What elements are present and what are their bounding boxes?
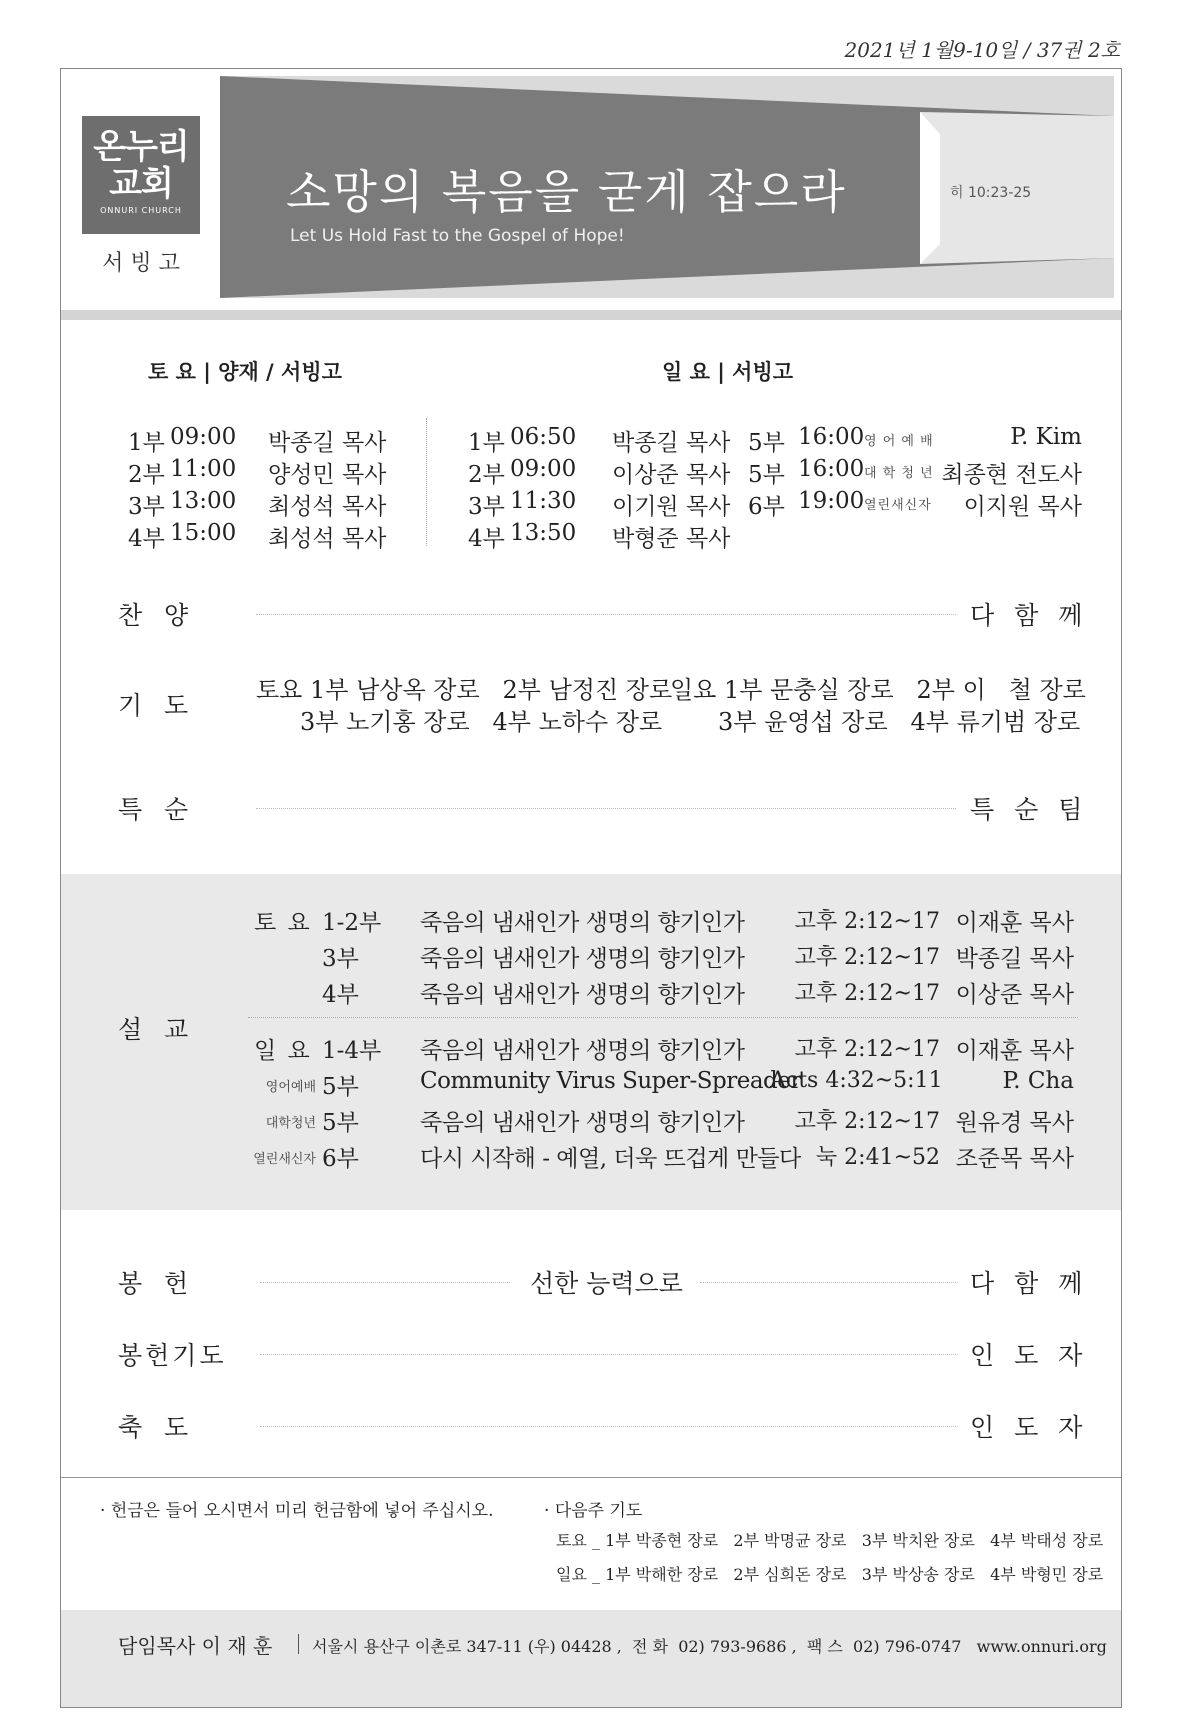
saturday-pastor: 최성석 목사 xyxy=(268,494,387,520)
offering-note xyxy=(100,1496,494,1521)
special-leader: 특 순 팀 xyxy=(970,795,1089,824)
benediction-label: 축 도 xyxy=(118,1413,191,1442)
sunday-service-note: 대 학 청 년 xyxy=(864,466,934,481)
sermon-scripture: 고후 2:12~17 xyxy=(794,1109,940,1134)
sermon-part: 5부 xyxy=(322,1110,359,1136)
saturday-heading: 토 요 | 양재 / 서빙고 xyxy=(148,360,342,384)
logo-english: ONNURI CHURCH xyxy=(100,206,182,215)
offering-song: 선한 능력으로 xyxy=(530,1269,683,1298)
sunday-time: 16:00 xyxy=(798,456,865,482)
benediction-dots xyxy=(260,1426,956,1427)
sunday-part: 5부 xyxy=(748,462,785,488)
bullet-icon: · xyxy=(100,1501,106,1521)
sunday-pastor: 이상준 목사 xyxy=(612,462,731,488)
next-prayer-title xyxy=(544,1496,642,1521)
offering-leader: 다 함 께 xyxy=(970,1269,1089,1298)
sermon-title: 죽음의 냄새인가 생명의 향기인가 xyxy=(420,982,745,1008)
sermon-preacher: 조준목 목사 xyxy=(955,1146,1074,1172)
schedule-divider xyxy=(426,418,427,546)
sermon-service-note: 영어예배 xyxy=(265,1080,316,1095)
sermon-preacher: 원유경 목사 xyxy=(955,1110,1074,1136)
prayer-sun-line1: 일요 1부 문충실 장로 2부 이 철 장로 xyxy=(670,676,1086,704)
offering-dots-left xyxy=(260,1282,510,1283)
offering-prayer-dots xyxy=(260,1354,956,1355)
sermon-preacher: 이재훈 목사 xyxy=(955,1038,1074,1064)
next-prayer-sunday: 일요 _ 1부 박해한 장로 2부 심희돈 장로 3부 박상송 장로 4부 박형민 장로 xyxy=(556,1565,1104,1584)
prayer-sun-line2: 3부 윤영섭 장로 4부 류기범 장로 xyxy=(718,708,1081,736)
logo-name-line2: 교회 xyxy=(109,164,173,204)
header-divider xyxy=(61,310,1121,320)
sermon-scripture: 고후 2:12~17 xyxy=(794,909,940,934)
sermon-scripture: 고후 2:12~17 xyxy=(794,981,940,1006)
saturday-time: 11:00 xyxy=(170,456,237,482)
sermon-title: Community Virus Super-Spreader xyxy=(420,1068,801,1094)
sermon-scripture: 눅 2:41~52 xyxy=(815,1145,940,1170)
sermon-title: 죽음의 냄새인가 생명의 향기인가 xyxy=(420,910,745,936)
saturday-part: 2부 xyxy=(128,462,165,488)
banner xyxy=(220,76,1114,298)
next-prayer-saturday: 토요 _ 1부 박종현 장로 2부 박명균 장로 3부 박치완 장로 4부 박태성 장로 xyxy=(556,1531,1104,1550)
offering-dots-right xyxy=(700,1282,956,1283)
offering-prayer-label: 봉헌기도 xyxy=(118,1341,227,1370)
church-logo xyxy=(82,116,200,234)
sermon-service-note: 열린새신자 xyxy=(253,1152,316,1167)
issue-info: 2021년 1월9-10일 / 37권 2호 xyxy=(844,38,1120,62)
banner-subtitle: Let Us Hold Fast to the Gospel of Hope! xyxy=(290,226,625,246)
sermon-title: 죽음의 냄새인가 생명의 향기인가 xyxy=(420,1038,745,1064)
praise-leader: 다 함 께 xyxy=(970,601,1089,630)
sermon-part: 1-4부 xyxy=(322,1038,382,1064)
bullet-icon: · xyxy=(544,1501,550,1521)
prayer-label: 기 도 xyxy=(118,691,191,720)
sunday-pastor: 박형준 목사 xyxy=(612,526,731,552)
banner-verse: 히 10:23-25 xyxy=(950,185,1032,201)
sermon-part: 4부 xyxy=(322,982,359,1008)
sunday-time: 11:30 xyxy=(510,488,577,514)
logo-name-line1: 온누리 xyxy=(93,127,189,167)
sunday-time: 13:50 xyxy=(510,520,577,546)
next-prayer-title-text: 다음주 기도 xyxy=(554,1501,643,1521)
sunday-part: 3부 xyxy=(468,494,505,520)
sermon-part: 5부 xyxy=(322,1074,359,1100)
sermon-title: 다시 시작해 - 예열, 더욱 뜨겁게 만들다 xyxy=(420,1146,801,1172)
sermon-title: 죽음의 냄새인가 생명의 향기인가 xyxy=(420,946,745,972)
banner-title: 소망의 복음을 굳게 잡으라 xyxy=(286,165,847,219)
offering-label: 봉 헌 xyxy=(118,1269,191,1298)
sunday-part: 4부 xyxy=(468,526,505,552)
prayer-sat-line1: 토요 1부 남상옥 장로 2부 남정진 장로 xyxy=(256,676,673,704)
sunday-part: 2부 xyxy=(468,462,505,488)
sermon-preacher: 이재훈 목사 xyxy=(955,910,1074,936)
sunday-part: 5부 xyxy=(748,430,785,456)
sunday-time: 16:00 xyxy=(798,424,865,450)
sunday-pastor: 이지원 목사 xyxy=(963,494,1082,520)
sunday-heading: 일 요 | 서빙고 xyxy=(662,360,794,384)
sunday-part: 6부 xyxy=(748,494,785,520)
sermon-service-note: 대학청년 xyxy=(265,1116,316,1131)
special-dots xyxy=(256,808,956,809)
saturday-time: 15:00 xyxy=(170,520,237,546)
footer-address: 서울시 용산구 이촌로 347-11 (우) 04428 , 전 화 02) 793-9686 , 팩 스 02) 796-0747 www.onnuri.org xyxy=(312,1637,1107,1656)
sunday-pastor: P. Kim xyxy=(1010,424,1082,450)
sunday-part: 1부 xyxy=(468,430,505,456)
sermon-scripture: 고후 2:12~17 xyxy=(794,945,940,970)
saturday-pastor: 최성석 목사 xyxy=(268,526,387,552)
offering-note-text: 헌금은 들어 오시면서 미리 헌금함에 넣어 주십시오. xyxy=(110,1501,494,1521)
saturday-pastor: 박종길 목사 xyxy=(268,430,387,456)
sunday-time: 09:00 xyxy=(510,456,577,482)
sermon-preacher: P. Cha xyxy=(1002,1068,1074,1094)
footer-pastor: 담임목사 이 재 훈 xyxy=(118,1634,273,1658)
prayer-sat-line2: 3부 노기홍 장로 4부 노하수 장로 xyxy=(300,708,663,736)
praise-dots xyxy=(256,614,956,615)
special-label: 특 순 xyxy=(118,795,191,824)
praise-label: 찬 양 xyxy=(118,601,191,630)
saturday-part: 4부 xyxy=(128,526,165,552)
sermon-scripture: Acts 4:32~5:11 xyxy=(770,1068,943,1093)
sermon-day: 일 요 xyxy=(254,1038,312,1064)
offering-prayer-leader: 인 도 자 xyxy=(970,1341,1089,1370)
sunday-time: 06:50 xyxy=(510,424,577,450)
sunday-service-note: 영 어 예 배 xyxy=(864,434,934,449)
benediction-leader: 인 도 자 xyxy=(970,1413,1089,1442)
sermon-scripture: 고후 2:12~17 xyxy=(794,1037,940,1062)
saturday-part: 3부 xyxy=(128,494,165,520)
sermon-day: 토 요 xyxy=(254,910,312,936)
footer-separator xyxy=(298,1634,299,1654)
saturday-time: 13:00 xyxy=(170,488,237,514)
sunday-time: 19:00 xyxy=(798,488,865,514)
sermon-title: 죽음의 냄새인가 생명의 향기인가 xyxy=(420,1110,745,1136)
saturday-time: 09:00 xyxy=(170,424,237,450)
sermon-part: 6부 xyxy=(322,1146,359,1172)
sunday-pastor: 박종길 목사 xyxy=(612,430,731,456)
sermon-part: 1-2부 xyxy=(322,910,382,936)
sunday-service-note: 열린새신자 xyxy=(864,498,932,513)
notes-divider xyxy=(61,1477,1121,1478)
campus-name: 서 빙 고 xyxy=(102,251,180,276)
sermon-preacher: 이상준 목사 xyxy=(955,982,1074,1008)
sunday-pastor: 최종현 전도사 xyxy=(941,462,1082,488)
saturday-pastor: 양성민 목사 xyxy=(268,462,387,488)
sermon-label: 설 교 xyxy=(118,1015,191,1044)
sermon-divider xyxy=(248,1017,1078,1018)
sermon-preacher: 박종길 목사 xyxy=(955,946,1074,972)
sunday-pastor: 이기원 목사 xyxy=(612,494,731,520)
sermon-part: 3부 xyxy=(322,946,359,972)
saturday-part: 1부 xyxy=(128,430,165,456)
